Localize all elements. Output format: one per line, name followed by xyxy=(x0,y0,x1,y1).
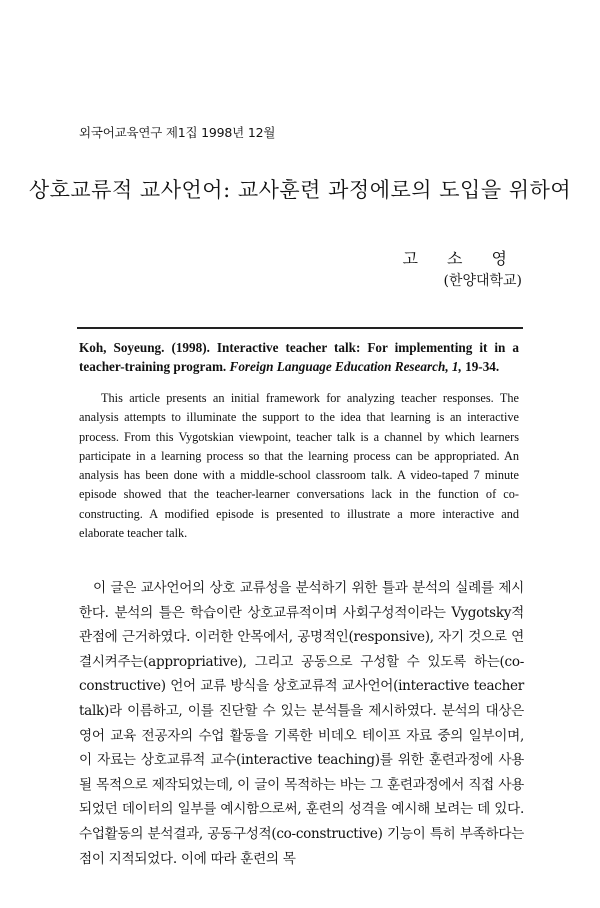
citation-reference: Koh, Soyeung. (1998). Interactive teacher talk: For implementing it in a teacher-training program. xyxy=(79,340,519,374)
body-paragraph: 이 글은 교사언어의 상호 교류성을 분석하기 위한 틀과 분석의 실례를 제시한다. 분석의 틀은 학습이란 상호교류적이며 사회구성적이라는 Vygotsky적 관점에 근거하였다. 이러한 안목에서, 공명적인(responsive), 자기 것으로 연결시켜주는(appropriative), 그리고 공동으로 구성할 수 있도록 하는(co-constructive) 언어 교류 방식을 상호교류적 교사언어(interactive teacher talk)라 이름하고, 이를 진단할 수 있는 분석틀을 제시하였다. 분석의 대상은 영어 교육 전공자의 수업 활동을 기록한 비데오 테이프 자료 중의 일부이며, 이 자료는 상호교류적 교수(interactive teaching)를 위한 훈련과정에 사용될 목적으로 제작되었는데, 이 글이 목적하는 바는 그 훈련과정에서 직접 사용되었던 데이터의 일부를 예시함으로써, 훈련의 성격을 예시해 보려는 데 있다. 수업활동의 분석결과, 공동구성적(co-constructive) 기능이 특히 부족하다는 점이 지적되었다. 이에 따라 훈련의 목 xyxy=(79,580,524,867)
article-title: 상호교류적 교사언어: 교사훈련 과정에로의 도입을 위하여 xyxy=(28,178,572,202)
author-name: 고 소 영 xyxy=(402,249,519,268)
journal-header: 외국어교육연구 제1집 1998년 12월 xyxy=(79,125,276,140)
abstract: This article presents an initial framework for analyzing teacher responses. The analysis attempts to illuminate the support to the idea that learning is an interactive process. From this Vygotskian viewpoint, teacher talk is a channel by which learners participate in a learning process so that the learning process can be appropriated. An analysis has been done with a middle-school classroom talk. A video-taped 7 minute episode showed that the teacher-learner conversations lack in the function of co-constructing. A modified episode is presented to illustrate a more interactive and elaborate teacher talk. xyxy=(79,391,519,541)
section-divider xyxy=(77,327,523,329)
citation-journal: Foreign Language Education Research, 1, xyxy=(229,359,462,374)
author-affiliation: (한양대학교) xyxy=(443,273,522,289)
citation-pages: 19-34. xyxy=(465,359,500,374)
citation xyxy=(79,338,519,376)
